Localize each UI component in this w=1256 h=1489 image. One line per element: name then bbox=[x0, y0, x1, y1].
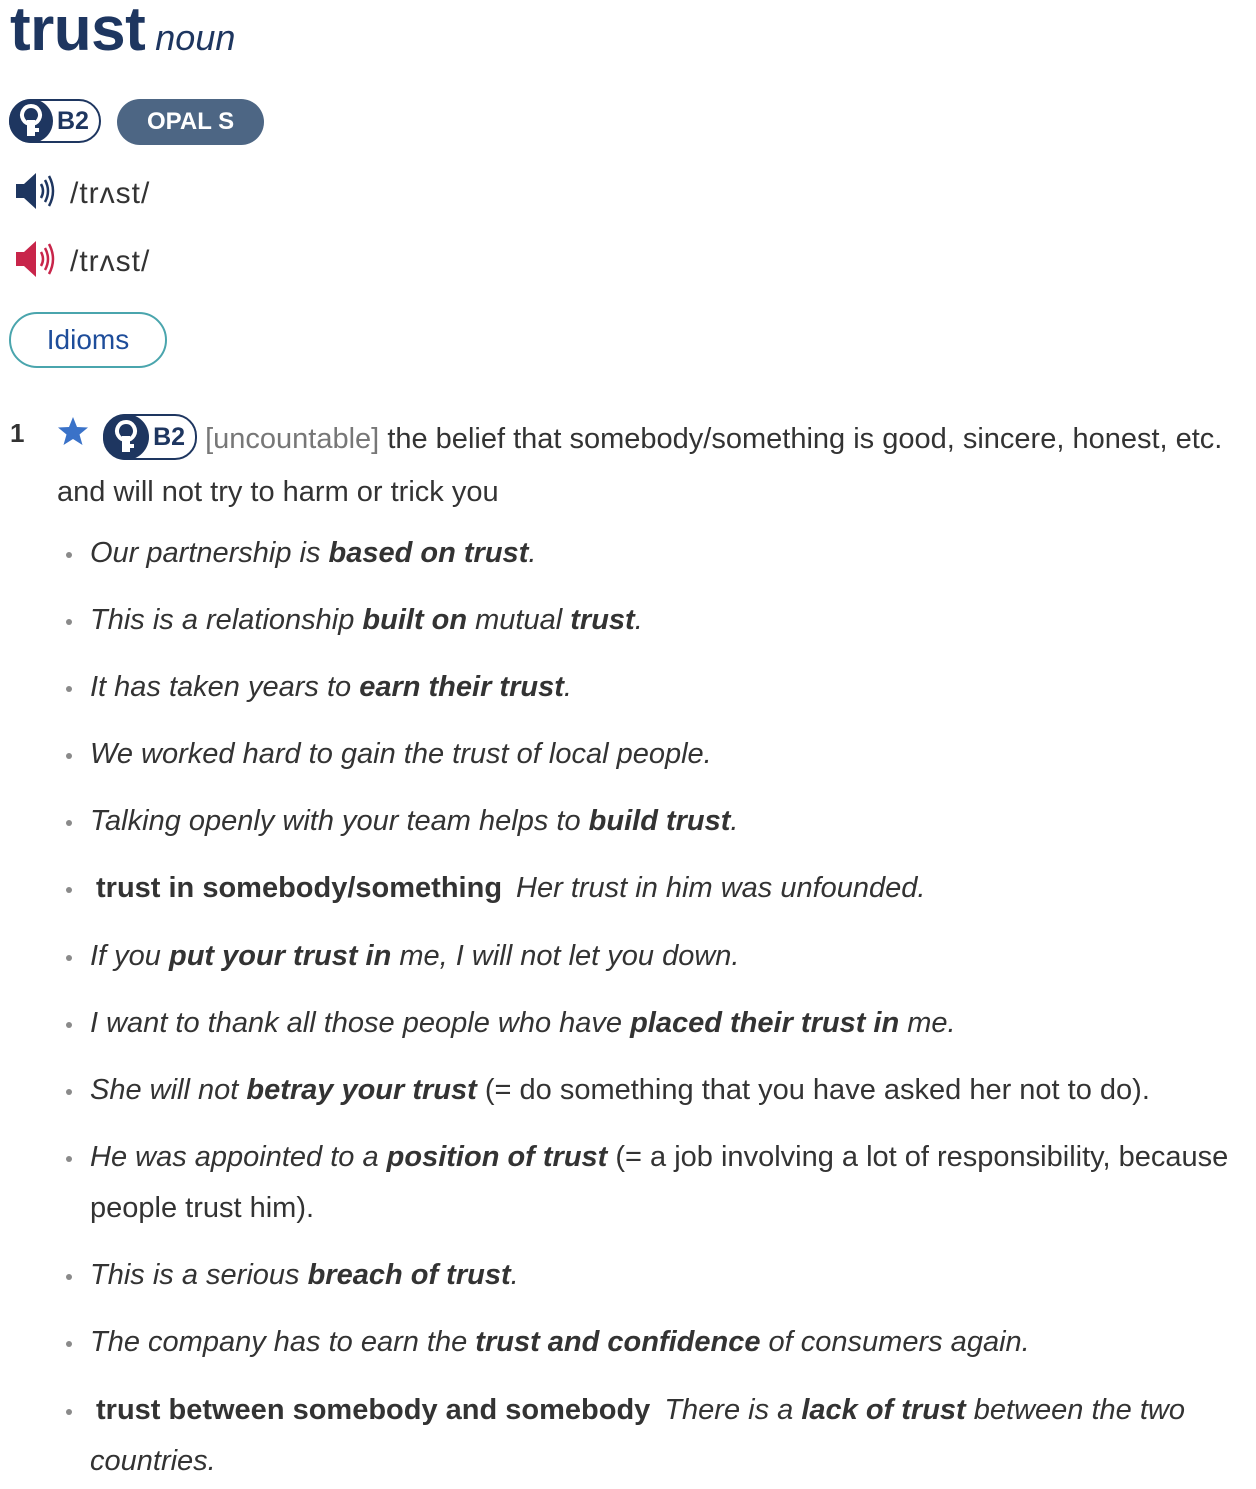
star-icon bbox=[57, 411, 89, 463]
example-item-collocation: trust between somebody and somebody There is a lack of trust between the two countries. bbox=[60, 1385, 1250, 1487]
example-item: We worked hard to gain the trust of local people. bbox=[60, 729, 1250, 780]
collocation: trust between somebody and somebody bbox=[96, 1394, 651, 1426]
example-item: Talking openly with your team helps to build trust. bbox=[60, 796, 1250, 847]
example-item: She will not betray your trust (= do something that you have asked her not to do). bbox=[60, 1065, 1250, 1116]
example-item: The company has to earn the trust and confidence of consumers again. bbox=[60, 1317, 1250, 1368]
example-item: I want to thank all those people who have placed their trust in me. bbox=[60, 998, 1250, 1049]
speaker-blue-icon[interactable] bbox=[14, 170, 60, 217]
example-item: It has taken years to earn their trust. bbox=[60, 662, 1250, 713]
key-icon bbox=[103, 414, 149, 460]
example-item: If you put your trust in me, I will not let you down. bbox=[60, 931, 1250, 982]
definition-text: the belief that somebody/something is good, sincere, honest, etc. and will not try to harm or trick you bbox=[57, 423, 1223, 509]
opal-badge[interactable]: OPAL S bbox=[117, 99, 264, 145]
sense-definition bbox=[57, 413, 1247, 518]
sense-number: 1 bbox=[10, 418, 25, 448]
example-item: This is a serious breach of trust. bbox=[60, 1250, 1250, 1301]
oxford-3000-badge[interactable] bbox=[9, 99, 101, 143]
grammar-label: [uncountable] bbox=[205, 423, 380, 455]
key-icon bbox=[9, 99, 53, 143]
idioms-button[interactable]: Idioms bbox=[9, 312, 167, 368]
speaker-red-icon[interactable] bbox=[14, 238, 60, 285]
example-item: This is a relationship built on mutual trust. bbox=[60, 595, 1250, 646]
example-item-collocation: trust in somebody/something Her trust in him was unfounded. bbox=[60, 863, 1250, 914]
pronunciation-american bbox=[14, 238, 150, 285]
example-item: He was appointed to a position of trust (= a job involving a lot of responsibility, because people trust him). bbox=[60, 1132, 1250, 1234]
collocation: trust in somebody/something bbox=[96, 872, 503, 904]
headword: trust bbox=[10, 0, 146, 64]
headword-line bbox=[10, 0, 235, 65]
badge-row bbox=[9, 99, 264, 145]
level-label: B2 bbox=[57, 106, 89, 135]
example-item: Our partnership is based on trust. bbox=[60, 528, 1250, 579]
gloss: (= a job involving a lot of responsibility, because people trust him). bbox=[90, 1141, 1229, 1224]
phonetic-american: /trʌst/ bbox=[70, 244, 151, 278]
pronunciation-british bbox=[14, 170, 150, 217]
phonetic-british: /trʌst/ bbox=[70, 176, 151, 210]
gloss: (= do something that you have asked her not to do). bbox=[476, 1074, 1150, 1106]
sense-level-badge[interactable] bbox=[103, 414, 197, 460]
part-of-speech: noun bbox=[155, 17, 236, 58]
level-label: B2 bbox=[153, 423, 186, 452]
